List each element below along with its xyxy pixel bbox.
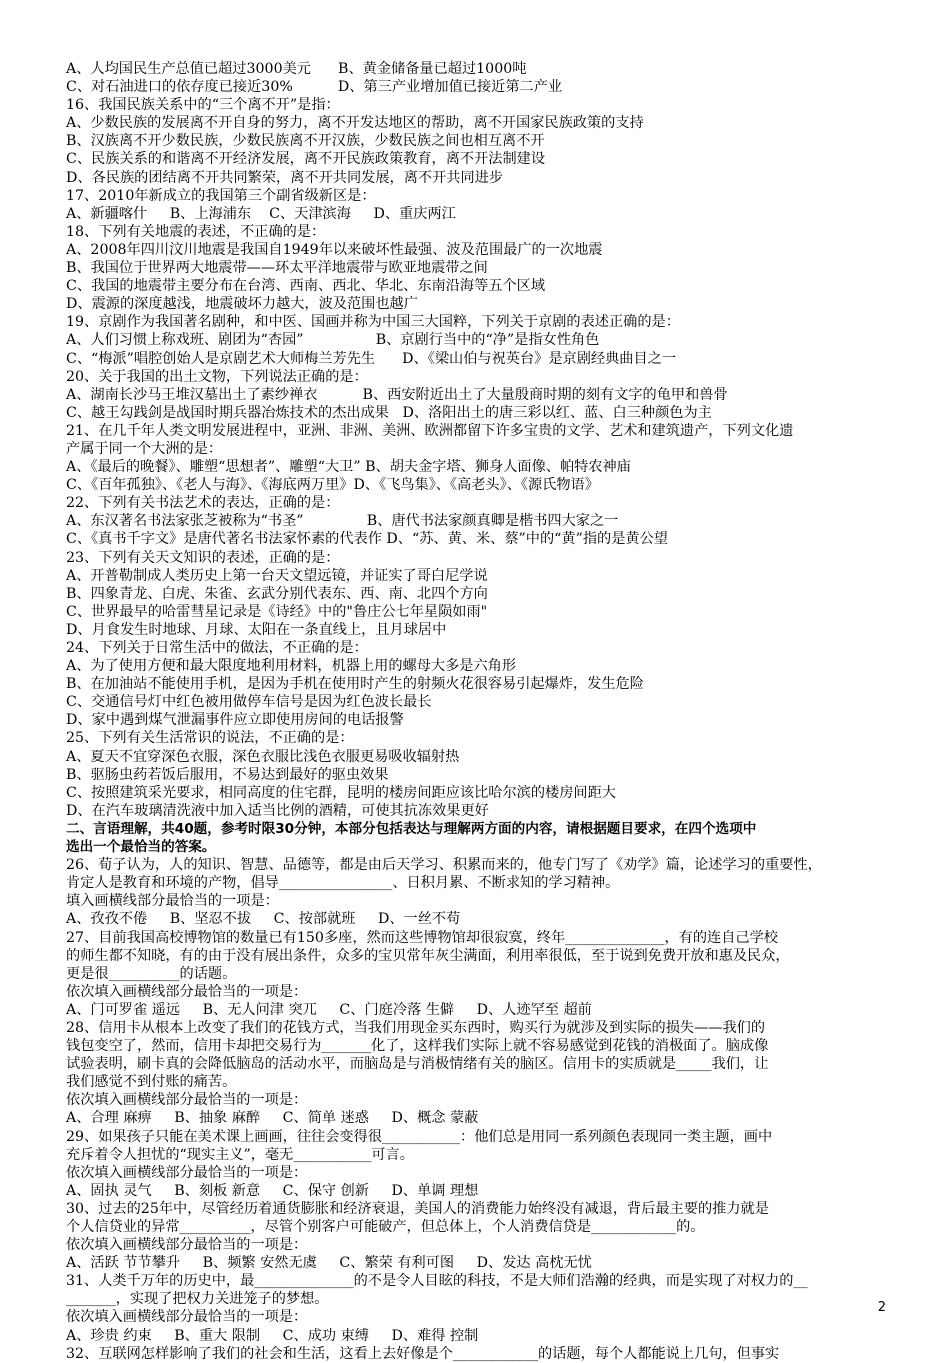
text-line: C、按照建筑采光要求，相同高度的住宅群，昆明的楼房间距应该比哈尔滨的楼房间距大 <box>66 784 616 801</box>
text-line: 依次填入画横线部分最恰当的一项是： <box>66 983 308 1000</box>
text-line: C、交通信号灯中红色被用做停车信号是因为红色波长最长 <box>66 694 432 711</box>
text-line: D、月食发生时地球、月球、太阳在一条直线上，且月球居中 <box>66 621 447 638</box>
text-line: A、湖南长沙马王堆汉墓出土了素纱禅衣 B、西安附近出土了大量殷商时期的刻有文字的龟甲和兽骨 <box>66 386 728 403</box>
text-line: 更是很__________的话题。 <box>66 965 237 982</box>
text-line: D、在汽车玻璃清洗液中加入适当比例的酒精，可使其抗冻效果更好 <box>66 802 489 819</box>
text-line: _______，实现了把权力关进笼子的梦想。 <box>66 1291 329 1308</box>
text-line: C、《百年孤独》、《老人与海》、《海底两万里》D、《飞鸟集》、《高老头》、《源氏物语》 <box>66 477 599 494</box>
text-line: B、在加油站不能使用手机，是因为手机在使用时产生的射频火花很容易引起爆炸，发生危险 <box>66 676 644 693</box>
text-line: 二、言语理解，共40题，参考时限30分钟，本部分包括表达与理解两方面的内容，请根据题目要求，在四个选项中 <box>66 820 757 837</box>
text-line: C、越王勾践剑是战国时期兵器冶炼技术的杰出成果 D、洛阳出土的唐三彩以红、蓝、白三种颜色为主 <box>66 404 712 421</box>
text-line: A、活跃 节节攀升 B、频繁 安然无虞 C、繁荣 有利可图 D、发达 高枕无忧 <box>66 1255 592 1272</box>
text-line: 依次填入画横线部分最恰当的一项是： <box>66 1164 308 1181</box>
text-line: A、孜孜不倦 B、坚忍不拔 C、按部就班 D、一丝不苟 <box>66 911 461 928</box>
text-line: C、“梅派”唱腔创始人是京剧艺术大师梅兰芳先生 D、《梁山伯与祝英台》是京剧经典曲目之一 <box>66 350 677 367</box>
text-line: A、为了使用方便和最大限度地利用材料，机器上用的螺母大多是六角形 <box>66 658 517 675</box>
text-line: A、开普勒制成人类历史上第一台天文望远镜，并证实了哥白尼学说 <box>66 567 488 584</box>
text-line: 30、过去的25年中，尽管经历着通货膨胀和经济衰退，美国人的消费能力始终没有减退，背后最主要的推力就是 <box>66 1200 769 1217</box>
text-line: A、固执 灵气 B、刻板 新意 C、保守 创新 D、单调 理想 <box>66 1182 479 1199</box>
text-line: A、东汉著名书法家张芝被称为“书圣” B、唐代书法家颜真卿是楷书四大家之一 <box>66 513 619 530</box>
text-line: A、人们习惯上称戏班、剧团为“杏园” B、京剧行当中的“净”是指女性角色 <box>66 332 600 349</box>
text-line: 钱包变空了，然而，信用卡却把交易行为_______化了，这样我们实际上就不容易感觉到花钱的消极面了。脑成像 <box>66 1038 769 1055</box>
text-line: C、对石油进口的依存度已接近30% D、第三产业增加值已接近第二产业 <box>66 79 563 96</box>
text-line: 依次填入画横线部分最恰当的一项是： <box>66 1092 308 1109</box>
text-line: C、《真书千字文》是唐代著名书法家怀素的代表作 D、“苏、黄、米、蔡”中的“黄”指的是黄公望 <box>66 531 668 548</box>
text-line: 19、京剧作为我国著名剧种，和中医、国画并称为中国三大国粹，下列关于京剧的表述正确的是： <box>66 314 680 331</box>
text-line: A、门可罗雀 遥远 B、无人问津 突兀 C、门庭冷落 生僻 D、人迹罕至 超前 <box>66 1001 592 1018</box>
text-line: 个人信贷业的异常__________，尽管个别客户可能破产，但总体上，个人消费信贷是____________的。 <box>66 1219 705 1235</box>
text-line: 22、下列有关书法艺术的表达，正确的是： <box>66 495 340 512</box>
text-line: 我们感觉不到付账的痛苦。 <box>66 1074 237 1091</box>
text-line: 试验表明，刷卡真的会降低脑岛的活动水平，而脑岛是与消极情绪有关的脑区。信用卡的实质就是_____我们，让 <box>66 1056 769 1073</box>
text-line: A、珍贵 约束 B、重大 限制 C、成功 束缚 D、难得 控制 <box>66 1327 479 1344</box>
text-line: 填入画横线部分最恰当的一项是： <box>66 893 279 910</box>
text-line: 依次填入画横线部分最恰当的一项是： <box>66 1237 308 1254</box>
text-line: C、民族关系的和谐离不开经济发展，离不开民族政策教育，离不开法制建设 <box>66 151 546 168</box>
text-line: 的师生都不知晓，有的由于没有展出条件，众多的宝贝常年灰尘满面，利用率很低，至于说到免费开放和惠及民众， <box>66 947 790 964</box>
text-line: 肯定人是教育和环境的产物，倡导________________、日积月累、不断求知的学习精神。 <box>66 875 620 892</box>
text-line: A、人均国民生产总值已超过3000美元 B、黄金储备量已超过1000吨 <box>66 61 527 77</box>
text-line: 31、人类千万年的历史中，最______________的不是令人目眩的科技，不是大师们浩瀚的经典，而是实现了对权力的__ <box>66 1273 808 1290</box>
text-line: 产属于同一个大洲的是： <box>66 440 223 457</box>
text-line: D、家中遇到煤气泄漏事件应立即使用房间的电话报警 <box>66 712 404 729</box>
document-body <box>66 60 896 1363</box>
text-line: D、震源的深度越浅，地震破坏力越大，波及范围也越广 <box>66 296 418 313</box>
text-line: 28、信用卡从根本上改变了我们的花钱方式，当我们用现金买东西时，购买行为就涉及到实际的损失——我们的 <box>66 1019 766 1036</box>
text-line: 25、下列有关生活常识的说法，不正确的是： <box>66 730 354 747</box>
text-line: A、少数民族的发展离不开自身的努力，离不开发达地区的帮助，离不开国家民族政策的支持 <box>66 115 644 132</box>
text-line: A、夏天不宜穿深色衣服，深色衣服比浅色衣服更易吸收辐射热 <box>66 748 460 765</box>
text-line: 26、荀子认为，人的知识、智慧、品德等，都是由后天学习、积累而来的，他专门写了《劝学》篇，论述学习的重要性， <box>66 857 822 874</box>
text-line: 充斥着令人担忧的“现实主义”，毫无___________可言。 <box>66 1146 414 1163</box>
text-line: 24、下列关于日常生活中的做法，不正确的是： <box>66 640 368 656</box>
text-line: C、我国的地震带主要分布在台湾、西南、西北、华北、东南沿海等五个区域 <box>66 278 546 295</box>
text-line: C、世界最早的哈雷彗星记录是《诗经》中的"鲁庄公七年星陨如雨" <box>66 603 488 620</box>
text-line: 21、在几千年人类文明发展进程中，亚洲、非洲、美洲、欧洲都留下许多宝贵的文学、艺术和建筑遗产，下列文化遗 <box>66 422 794 439</box>
text-line: 23、下列有关天文知识的表述，正确的是： <box>66 549 340 566</box>
text-line: A、《最后的晚餐》、雕塑“思想者”、雕塑“大卫” B、胡夫金字塔、狮身人面像、帕特农神庙 <box>66 459 631 476</box>
text-line: B、我国位于世界两大地震带——环太平洋地震带与欧亚地震带之间 <box>66 260 488 277</box>
text-line: B、四象青龙、白虎、朱雀、玄武分别代表东、西、南、北四个方向 <box>66 585 488 602</box>
page-number: 2 <box>877 1300 886 1315</box>
text-line: 16、我国民族关系中的“三个离不开”是指： <box>66 97 340 114</box>
text-line: B、汉族离不开少数民族，少数民族离不开汉族，少数民族之间也相互离不开 <box>66 133 545 150</box>
text-line: A、2008年四川汶川地震是我国自1949年以来破坏性最强、波及范围最广的一次地震 <box>66 241 603 258</box>
text-line: 选出一个最恰当的答案。 <box>66 839 216 856</box>
text-line: B、驱肠虫药若饭后服用，不易达到最好的驱虫效果 <box>66 766 389 783</box>
text-line: A、合理 麻痹 B、抽象 麻醉 C、简单 迷惑 D、概念 蒙蔽 <box>66 1110 479 1127</box>
text-line: 20、关于我国的出土文物，下列说法正确的是： <box>66 368 368 385</box>
text-line: 依次填入画横线部分最恰当的一项是： <box>66 1309 308 1326</box>
text-line: A、新疆喀什 B、上海浦东 C、天津滨海 D、重庆两江 <box>66 205 456 222</box>
text-line: D、各民族的团结离不开共同繁荣，离不开共同发展，离不开共同进步 <box>66 169 504 186</box>
text-line: 27、目前我国高校博物馆的数量已有150多座，然而这些博物馆却很寂寞，终年______________，有的连自己学校 <box>66 929 778 946</box>
text-line: 18、下列有关地震的表述，不正确的是： <box>66 223 326 240</box>
text-line: 32、互联网怎样影响了我们的社会和生活，这看上去好像是个____________的话题，每个人都能说上几句，但事实 <box>66 1345 780 1362</box>
text-line: 29、如果孩子只能在美术课上画画，往往会变得很___________：他们总是用同一系列颜色表现同一类主题，画中 <box>66 1128 773 1145</box>
text-line: 17、2010年新成立的我国第三个副省级新区是： <box>66 187 376 204</box>
